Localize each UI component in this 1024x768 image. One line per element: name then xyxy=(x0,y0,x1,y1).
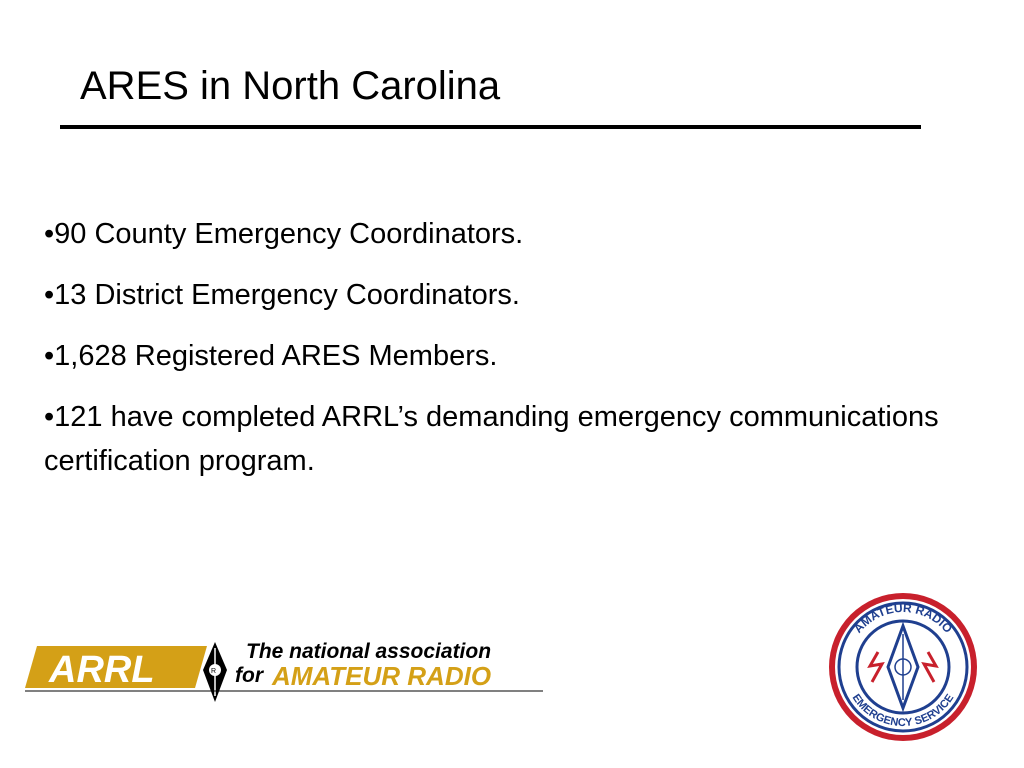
svg-text:EMERGENCY SERVICE: EMERGENCY SERVICE xyxy=(849,692,957,730)
arrl-slogan-for: for xyxy=(235,664,263,687)
svg-text:R: R xyxy=(211,668,217,675)
arrl-slogan-line1: The national association xyxy=(246,640,492,663)
bullet-list xyxy=(44,212,944,500)
diamond-antenna-icon xyxy=(203,642,227,702)
bullet-item: •1,628 Registered ARES Members. xyxy=(44,340,498,372)
arrl-wordmark: ARRL xyxy=(49,649,155,691)
bullet-item: •90 County Emergency Coordinators. xyxy=(44,218,524,250)
ares-emblem-logo xyxy=(826,590,981,745)
bullet-item: •121 have completed ARRL’s demanding emergency communications certification program. xyxy=(44,401,939,477)
bullet-item: •13 District Emergency Coordinators. xyxy=(44,279,520,311)
title-underline xyxy=(60,125,921,129)
svg-text:AMATEUR RADIO: AMATEUR RADIO xyxy=(850,600,956,636)
arrl-slogan-line2: AMATEUR RADIO xyxy=(272,661,492,691)
slide-title: ARES in North Carolina xyxy=(80,64,501,108)
